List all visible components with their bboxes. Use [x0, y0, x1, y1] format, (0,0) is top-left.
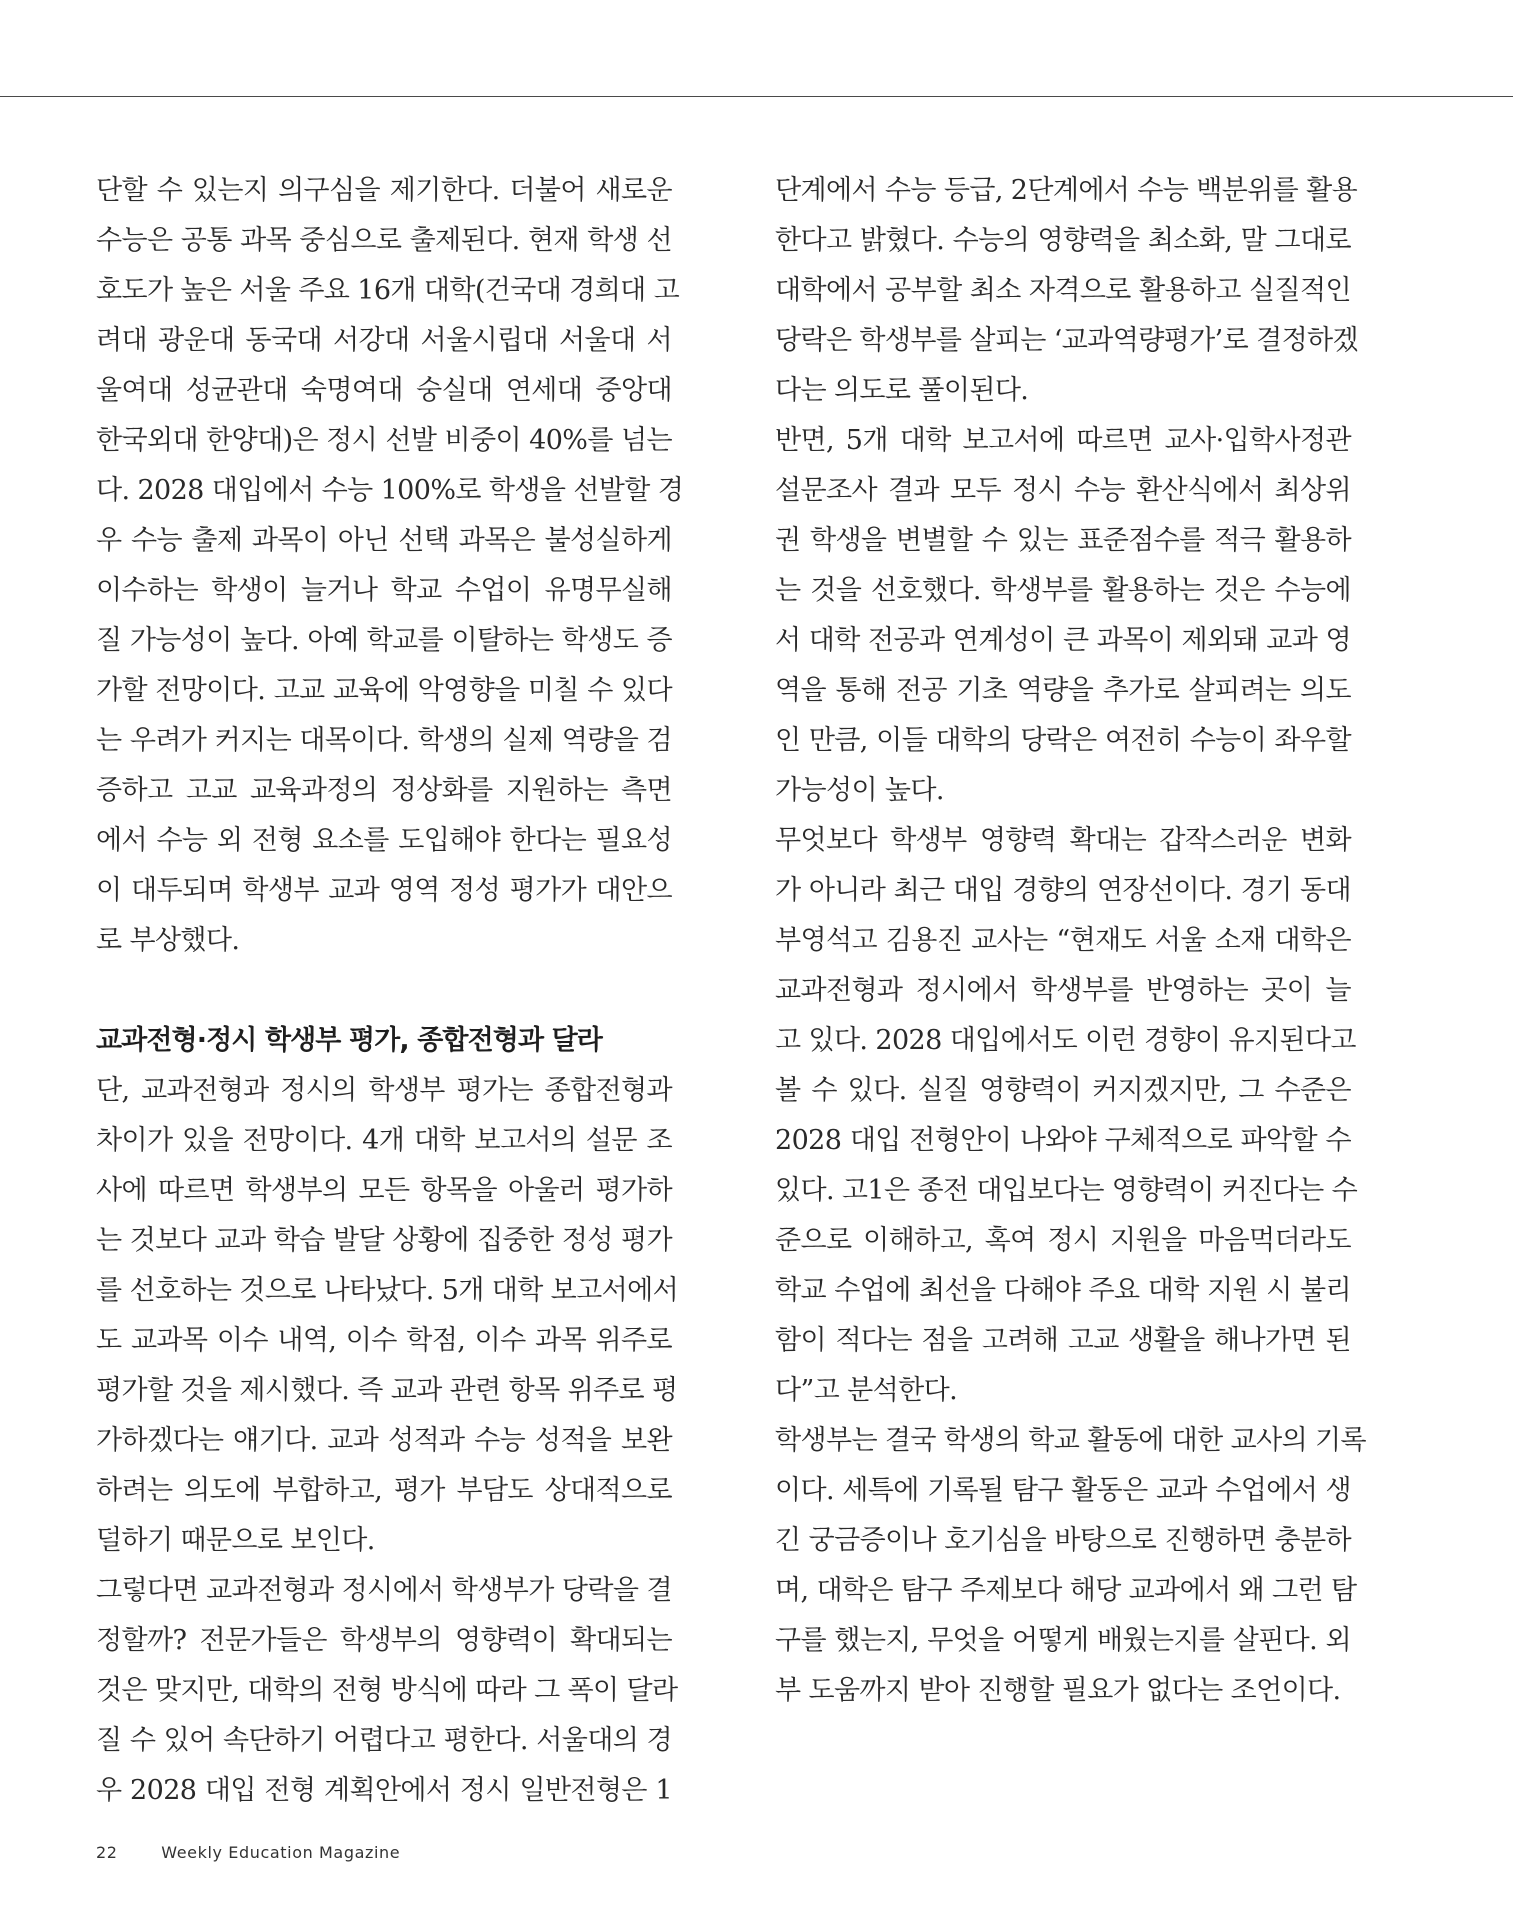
- text-line: 다”고 분석한다.: [775, 1375, 958, 1406]
- text-line: 역을 통해 전공 기초 역량을 추가로 살피려는 의도: [775, 675, 1351, 706]
- text-line: 단할 수 있는지 의구심을 제기한다. 더불어 새로운: [96, 175, 672, 206]
- text-line: 는 우려가 커지는 대목이다. 학생의 실제 역량을 검: [96, 725, 672, 756]
- paragraph: [775, 816, 1358, 1416]
- text-line: 준으로 이해하고, 혹여 정시 지원을 마음먹더라도: [775, 1225, 1351, 1256]
- text-line: 다는 의도로 풀이된다.: [775, 375, 1029, 406]
- text-line: 서 대학 전공과 연계성이 큰 과목이 제외돼 교과 영: [775, 625, 1351, 656]
- header-rule: [0, 96, 1513, 97]
- text-line: 부영석고 김용진 교사는 “현재도 서울 소재 대학은: [775, 925, 1351, 956]
- text-line: 증하고 고교 교육과정의 정상화를 지원하는 측면: [96, 775, 672, 806]
- text-line: 한국외대 한양대)은 정시 선발 비중이 40%를 넘는: [96, 425, 672, 456]
- text-line: 질 가능성이 높다. 아예 학교를 이탈하는 학생도 증: [96, 625, 672, 656]
- text-line: 가 아니라 최근 대입 경향의 연장선이다. 경기 동대: [775, 875, 1351, 906]
- text-line: 로 부상했다.: [96, 925, 240, 956]
- text-line: 에서 수능 외 전형 요소를 도입해야 한다는 필요성: [96, 825, 672, 856]
- section-gap: [96, 966, 672, 1016]
- paragraph: [96, 1066, 679, 1566]
- text-line: 단계에서 수능 등급, 2단계에서 수능 백분위를 활용: [775, 175, 1358, 206]
- magazine-name: Weekly Education Magazine: [161, 1843, 401, 1862]
- page-footer: [96, 1843, 400, 1862]
- text-line: 구를 했는지, 무엇을 어떻게 배웠는지를 살핀다. 외: [775, 1625, 1351, 1656]
- text-line: 우 2028 대입 전형 계획안에서 정시 일반전형은 1: [96, 1775, 672, 1806]
- text-line: 차이가 있을 전망이다. 4개 대학 보고서의 설문 조: [96, 1125, 672, 1156]
- paragraph: [96, 1566, 678, 1816]
- text-line: 이 대두되며 학생부 교과 영역 정성 평가가 대안으: [96, 875, 672, 906]
- text-line: 호도가 높은 서울 주요 16개 대학(건국대 경희대 고: [96, 275, 680, 306]
- text-line: 이다. 세특에 기록될 탐구 활동은 교과 수업에서 생: [775, 1475, 1351, 1506]
- text-line: 볼 수 있다. 실질 영향력이 커지겠지만, 그 수준은: [775, 1075, 1351, 1106]
- paragraph: [775, 166, 1359, 416]
- paragraph: [775, 416, 1351, 816]
- text-line: 긴 궁금증이나 호기심을 바탕으로 진행하면 충분하: [775, 1525, 1351, 1556]
- text-line: 울여대 성균관대 숙명여대 숭실대 연세대 중앙대: [96, 375, 672, 406]
- text-line: 있다. 고1은 종전 대입보다는 영향력이 커진다는 수: [775, 1175, 1358, 1206]
- text-line: 도 교과목 이수 내역, 이수 학점, 이수 과목 위주로: [96, 1325, 672, 1356]
- text-line: 평가할 것을 제시했다. 즉 교과 관련 항목 위주로 평: [96, 1375, 678, 1406]
- text-line: 덜하기 때문으로 보인다.: [96, 1525, 375, 1556]
- text-line: 는 것보다 교과 학습 발달 상황에 집중한 정성 평가: [96, 1225, 672, 1256]
- text-line: 것은 맞지만, 대학의 전형 방식에 따라 그 폭이 달라: [96, 1675, 678, 1706]
- text-line: 는 것을 선호했다. 학생부를 활용하는 것은 수능에: [775, 575, 1351, 606]
- text-line: 를 선호하는 것으로 나타났다. 5개 대학 보고서에서: [96, 1275, 679, 1306]
- text-line: 우 수능 출제 과목이 아닌 선택 과목은 불성실하게: [96, 525, 672, 556]
- text-line: 수능은 공통 과목 중심으로 출제된다. 현재 학생 선: [96, 225, 672, 256]
- text-line: 가하겠다는 얘기다. 교과 성적과 수능 성적을 보완: [96, 1425, 672, 1456]
- right-column: [775, 166, 1366, 1716]
- text-line: 대학에서 공부할 최소 자격으로 활용하고 실질적인: [775, 275, 1351, 306]
- section-subheading: 교과전형·정시 학생부 평가, 종합전형과 달라: [96, 1025, 602, 1056]
- text-line: 설문조사 결과 모두 정시 수능 환산식에서 최상위: [775, 475, 1351, 506]
- text-line: 교과전형과 정시에서 학생부를 반영하는 곳이 늘: [775, 975, 1351, 1006]
- text-line: 그렇다면 교과전형과 정시에서 학생부가 당락을 결: [96, 1575, 672, 1606]
- text-line: 며, 대학은 탐구 주제보다 해당 교과에서 왜 그런 탐: [775, 1575, 1357, 1606]
- text-line: 함이 적다는 점을 고려해 고교 생활을 해나가면 된: [775, 1325, 1351, 1356]
- text-line: 다. 2028 대입에서 수능 100%로 학생을 선발할 경: [96, 475, 684, 506]
- paragraph: [96, 166, 684, 966]
- text-line: 가할 전망이다. 고교 교육에 악영향을 미칠 수 있다: [96, 675, 672, 706]
- text-line: 정할까? 전문가들은 학생부의 영향력이 확대되는: [96, 1625, 672, 1656]
- text-line: 학생부는 결국 학생의 학교 활동에 대한 교사의 기록: [775, 1425, 1366, 1456]
- text-line: 인 만큼, 이들 대학의 당락은 여전히 수능이 좌우할: [775, 725, 1351, 756]
- text-line: 한다고 밝혔다. 수능의 영향력을 최소화, 말 그대로: [775, 225, 1351, 256]
- text-line: 하려는 의도에 부합하고, 평가 부담도 상대적으로: [96, 1475, 672, 1506]
- text-line: 부 도움까지 받아 진행할 필요가 없다는 조언이다.: [775, 1675, 1341, 1706]
- page-number: 22: [96, 1843, 118, 1862]
- text-line: 사에 따르면 학생부의 모든 항목을 아울러 평가하: [96, 1175, 672, 1206]
- text-line: 학교 수업에 최선을 다해야 주요 대학 지원 시 불리: [775, 1275, 1351, 1306]
- text-line: 무엇보다 학생부 영향력 확대는 갑작스러운 변화: [775, 825, 1351, 856]
- text-line: 려대 광운대 동국대 서강대 서울시립대 서울대 서: [96, 325, 672, 356]
- text-line: 당락은 학생부를 살피는 ‘교과역량평가’로 결정하겠: [775, 325, 1359, 356]
- text-line: 질 수 있어 속단하기 어렵다고 평한다. 서울대의 경: [96, 1725, 672, 1756]
- text-line: 이수하는 학생이 늘거나 학교 수업이 유명무실해: [96, 575, 672, 606]
- text-line: 가능성이 높다.: [775, 775, 944, 806]
- left-column: [96, 166, 684, 1816]
- paragraph: [775, 1416, 1366, 1716]
- text-line: 고 있다. 2028 대입에서도 이런 경향이 유지된다고: [775, 1025, 1356, 1056]
- text-line: 단, 교과전형과 정시의 학생부 평가는 종합전형과: [96, 1075, 672, 1106]
- text-line: 반면, 5개 대학 보고서에 따르면 교사·입학사정관: [775, 425, 1351, 456]
- text-line: 권 학생을 변별할 수 있는 표준점수를 적극 활용하: [775, 525, 1351, 556]
- text-line: 2028 대입 전형안이 나와야 구체적으로 파악할 수: [775, 1125, 1351, 1156]
